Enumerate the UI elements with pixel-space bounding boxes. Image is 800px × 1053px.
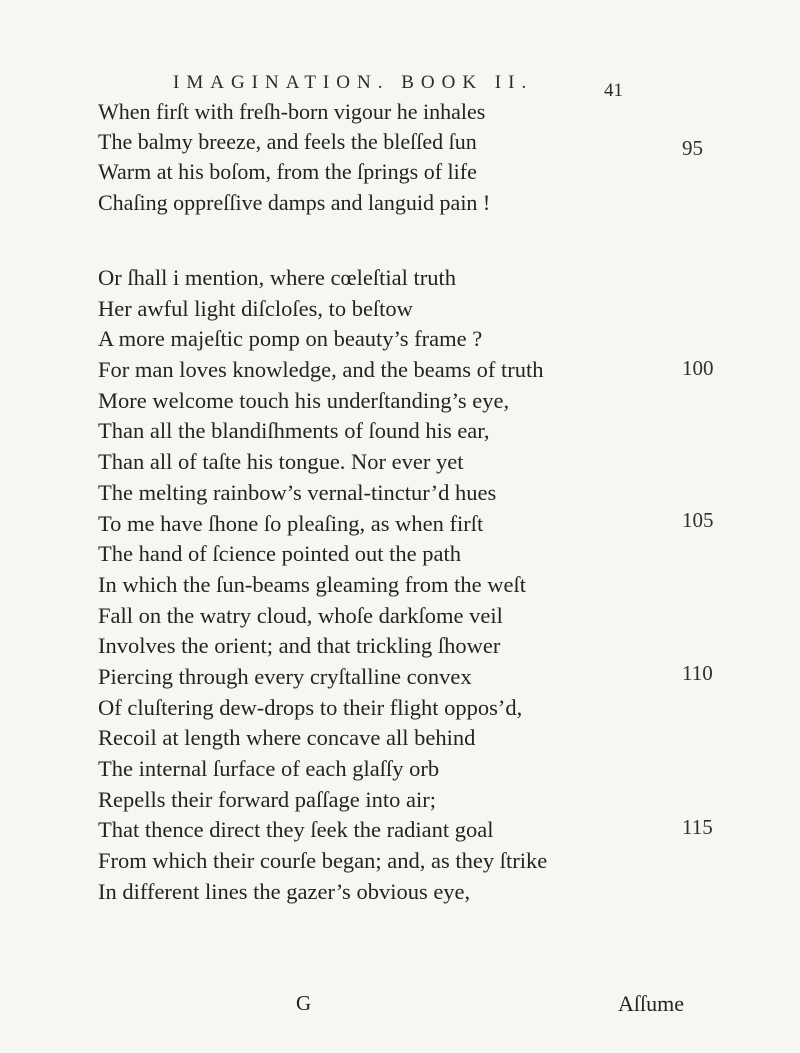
verse-line: The hand of ſcience pointed out the path [98, 541, 461, 567]
verse-line: The melting rainbow’s vernal-tinctur’d hues [98, 479, 497, 505]
line-number: 95 [682, 136, 703, 160]
running-head: IMAGINATION. BOOK II. [173, 72, 534, 93]
verse-line: For man loves knowledge, and the beams of truth [98, 357, 544, 383]
verse-line: When firſt with freſh-born vigour he inhales [98, 99, 486, 124]
verse-line: Recoil at length where concave all behind [98, 725, 476, 751]
catchword: Aſſume [618, 991, 684, 1016]
page-number: 41 [604, 80, 623, 101]
verse-line: Chaſing oppreſſive damps and languid pain ! [98, 189, 491, 215]
verse-line: Her awful light diſcloſes, to beſtow [98, 295, 413, 321]
verse-line: Than all of taſte his tongue. Nor ever yet [98, 449, 464, 475]
line-number: 110 [682, 661, 713, 685]
verse-line: From which their courſe began; and, as they ſtrike [98, 848, 548, 874]
line-number: 105 [682, 508, 714, 532]
line-number: 100 [682, 356, 714, 380]
verse-line: The balmy breeze, and feels the bleſſed ſun [98, 129, 477, 155]
verse-line: A more majeſtic pomp on beauty’s frame ? [98, 326, 483, 352]
verse-line: The internal ſurface of each glaſſy orb [98, 756, 440, 781]
verse-line: That thence direct they ſeek the radiant goal [98, 817, 494, 843]
verse-line: Or ſhall i mention, where cœleſtial truth [98, 265, 457, 290]
verse-line: Than all the blandiſhments of ſound his ear, [98, 418, 490, 444]
verse-line: Warm at his boſom, from the ſprings of life [98, 159, 477, 185]
verse-line: Of cluſtering dew-drops to their flight oppos’d, [98, 694, 523, 720]
signature-mark: G [296, 991, 312, 1015]
verse-line: Repells their forward paſſage into air; [98, 786, 437, 812]
verse-line: In different lines the gazer’s obvious eye, [98, 878, 471, 904]
verse-line: To me have ſhone ſo pleaſing, as when firſt [98, 510, 484, 536]
line-number: 115 [682, 815, 713, 839]
verse-line: Piercing through every cryſtalline convex [98, 663, 472, 689]
verse-line: Fall on the watry cloud, whoſe darkſome veil [98, 602, 503, 628]
stanza-2 [98, 263, 658, 907]
verse-line: Involves the orient; and that trickling ſhower [98, 633, 501, 659]
verse-line: In which the ſun-beams gleaming from the weſt [98, 571, 527, 597]
verse-line: More welcome touch his underſtanding’s eye, [98, 387, 510, 413]
stanza-1 [98, 97, 658, 218]
